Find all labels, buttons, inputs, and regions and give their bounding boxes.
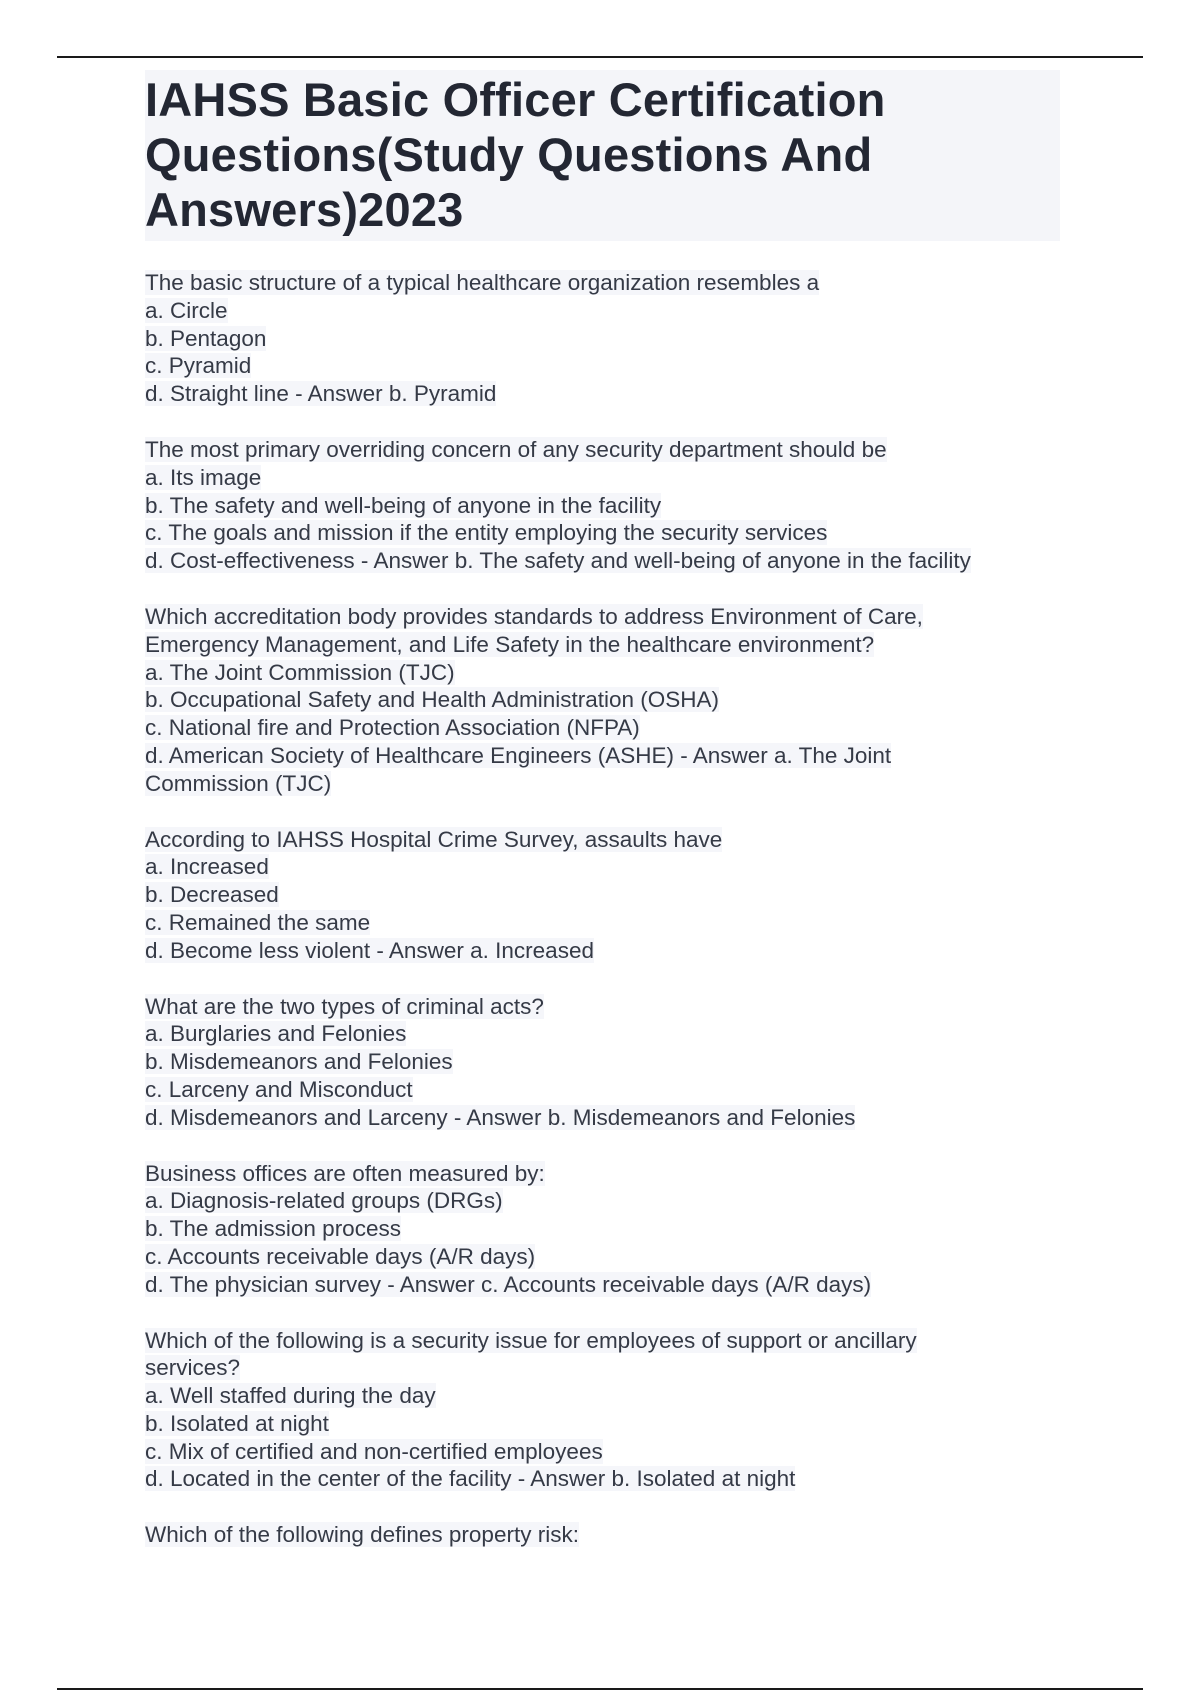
question-line-text: b. The admission process <box>145 1216 401 1242</box>
bottom-rule <box>57 1688 1143 1690</box>
question-text <box>145 269 1060 297</box>
question-line <box>145 519 1060 547</box>
question-line-text: b. Isolated at night <box>145 1410 329 1436</box>
question-line <box>145 881 1060 909</box>
question-line-text: The most primary overriding concern of any security department should be <box>145 436 887 462</box>
question-line-text: a. The Joint Commission (TJC) <box>145 659 455 685</box>
question-line <box>145 1410 1060 1438</box>
question-line <box>145 853 1060 881</box>
question-line-text: b. Pentagon <box>145 325 267 351</box>
question-line <box>145 1104 1060 1132</box>
question-text <box>145 993 1060 1021</box>
question-line-text: b. Misdemeanors and Felonies <box>145 1049 453 1075</box>
question-block <box>145 603 1060 798</box>
question-line <box>145 631 1060 659</box>
question-text <box>145 603 1060 631</box>
question-line <box>145 909 1060 937</box>
question-line <box>145 937 1060 965</box>
question-line-text: a. Well staffed during the day <box>145 1383 436 1409</box>
question-block <box>145 436 1060 575</box>
question-line-text: Business offices are often measured by: <box>145 1160 545 1186</box>
question-line <box>145 1048 1060 1076</box>
question-text <box>145 1327 1060 1355</box>
question-line <box>145 352 1060 380</box>
question-line <box>145 1076 1060 1104</box>
question-line-text: d. Located in the center of the facility - Answer b. Isolated at night <box>145 1466 796 1492</box>
question-line-text: Which accreditation body provides standards to address Environment of Care, <box>145 603 923 629</box>
top-rule <box>57 56 1143 58</box>
question-line <box>145 1243 1060 1271</box>
question-block <box>145 269 1060 408</box>
question-line <box>145 659 1060 687</box>
question-line <box>145 714 1060 742</box>
question-block <box>145 1160 1060 1299</box>
question-line-text: b. Occupational Safety and Health Administration (OSHA) <box>145 687 720 713</box>
question-block <box>145 826 1060 965</box>
question-line <box>145 492 1060 520</box>
question-line <box>145 1271 1060 1299</box>
question-line-text: Which of the following defines property risk: <box>145 1522 579 1548</box>
question-line <box>145 380 1060 408</box>
question-text <box>145 436 1060 464</box>
question-line-text: b. Decreased <box>145 882 279 908</box>
question-text <box>145 1521 1060 1549</box>
question-line <box>145 297 1060 325</box>
question-line-text: c. Remained the same <box>145 909 371 935</box>
question-line-text: c. Mix of certified and non-certified employees <box>145 1438 603 1464</box>
question-line <box>145 686 1060 714</box>
question-line-text: services? <box>145 1355 241 1381</box>
question-line-text: a. Diagnosis-related groups (DRGs) <box>145 1188 503 1214</box>
question-block <box>145 1521 1060 1549</box>
question-line <box>145 1215 1060 1243</box>
question-list <box>145 269 1060 1549</box>
question-line-text: Commission (TJC) <box>145 770 332 796</box>
question-line-text: d. The physician survey - Answer c. Accounts receivable days (A/R days) <box>145 1271 872 1297</box>
question-line <box>145 464 1060 492</box>
question-line <box>145 1438 1060 1466</box>
question-line <box>145 1020 1060 1048</box>
question-line-text: d. Become less violent - Answer a. Increased <box>145 937 594 963</box>
question-line-text: What are the two types of criminal acts? <box>145 993 544 1019</box>
document-body <box>145 70 1060 1577</box>
question-line-text: a. Increased <box>145 854 269 880</box>
question-line-text: c. National fire and Protection Association (NFPA) <box>145 715 640 741</box>
question-line <box>145 325 1060 353</box>
question-line <box>145 1187 1060 1215</box>
question-line-text: According to IAHSS Hospital Crime Survey, assaults have <box>145 826 723 852</box>
question-line-text: a. Circle <box>145 297 228 323</box>
question-text <box>145 826 1060 854</box>
question-line-text: Emergency Management, and Life Safety in the healthcare environment? <box>145 631 875 657</box>
question-line <box>145 1382 1060 1410</box>
question-line-text: c. Pyramid <box>145 353 252 379</box>
question-text <box>145 1160 1060 1188</box>
question-block <box>145 1327 1060 1494</box>
question-line <box>145 770 1060 798</box>
question-line <box>145 1465 1060 1493</box>
question-line-text: c. Larceny and Misconduct <box>145 1076 413 1102</box>
question-line-text: a. Burglaries and Felonies <box>145 1021 407 1047</box>
question-line-text: d. Cost-effectiveness - Answer b. The safety and well-being of anyone in the facility <box>145 548 971 574</box>
question-line-text: c. Accounts receivable days (A/R days) <box>145 1243 536 1269</box>
question-line-text: b. The safety and well-being of anyone in the facility <box>145 492 662 518</box>
question-line-text: Which of the following is a security issue for employees of support or ancillary <box>145 1327 917 1353</box>
question-line-text: a. Its image <box>145 464 262 490</box>
question-line-text: d. Straight line - Answer b. Pyramid <box>145 381 497 407</box>
question-line <box>145 547 1060 575</box>
question-line-text: d. American Society of Healthcare Engineers (ASHE) - Answer a. The Joint <box>145 742 892 768</box>
question-line <box>145 1354 1060 1382</box>
question-block <box>145 993 1060 1132</box>
question-line-text: d. Misdemeanors and Larceny - Answer b. Misdemeanors and Felonies <box>145 1104 856 1130</box>
question-line-text: The basic structure of a typical healthcare organization resembles a <box>145 270 820 295</box>
document-title: IAHSS Basic Officer Certification Questions(Study Questions And Answers)2023 <box>145 70 1060 241</box>
question-line-text: c. The goals and mission if the entity employing the security services <box>145 520 828 546</box>
question-line <box>145 742 1060 770</box>
